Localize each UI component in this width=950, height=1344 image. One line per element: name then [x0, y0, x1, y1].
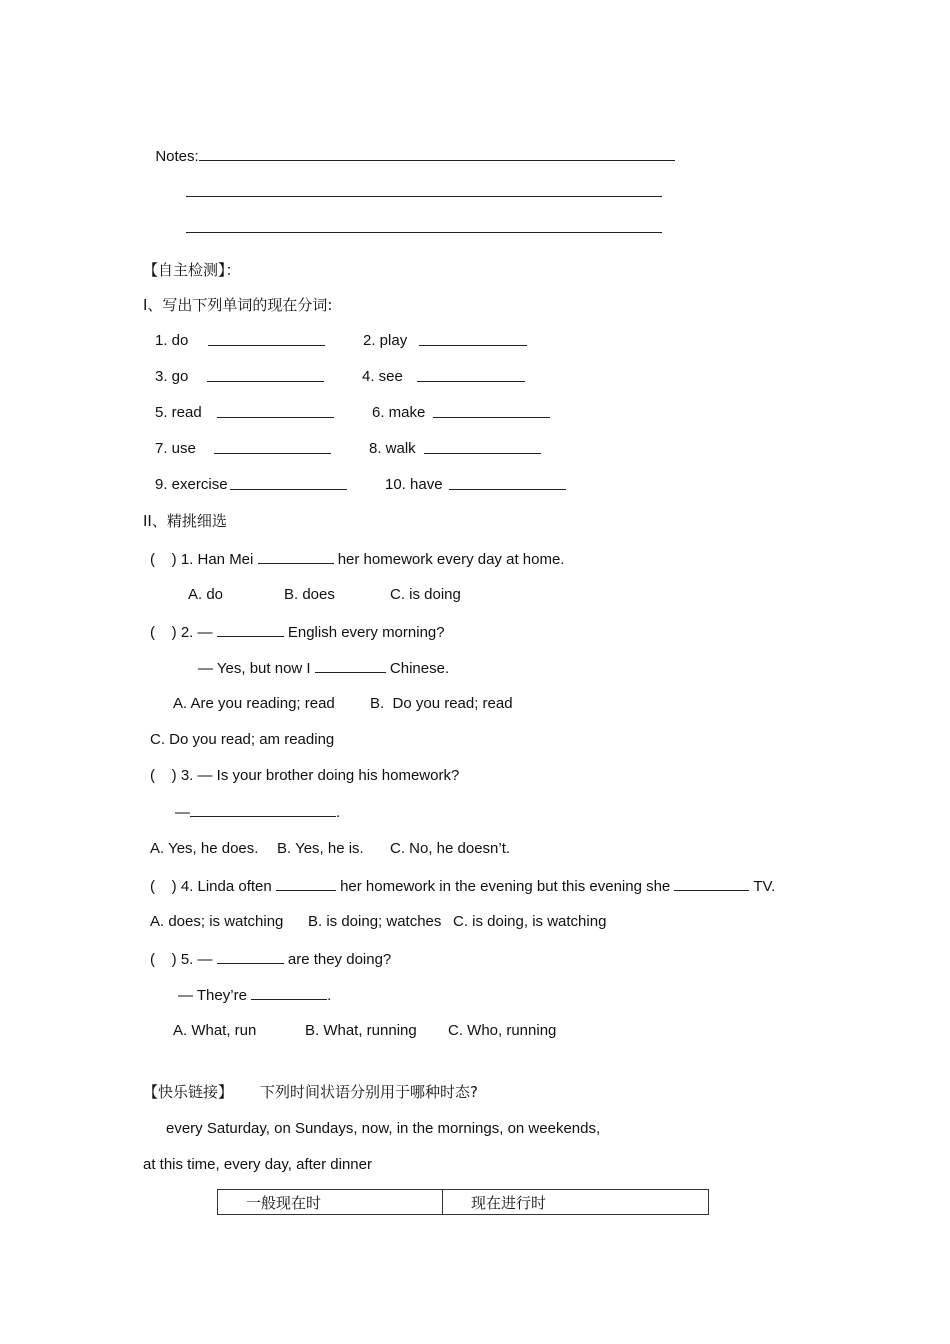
word-answer-blank[interactable]: [214, 439, 331, 454]
notes-line-3: [178, 198, 662, 239]
word-answer-blank[interactable]: [208, 331, 325, 346]
q1-option-a[interactable]: A. do: [188, 586, 224, 603]
notes-blank-3[interactable]: [186, 218, 662, 233]
q4-option-c[interactable]: C. is doing, is watching: [453, 913, 607, 930]
q5-option-a[interactable]: A. What, run: [173, 1022, 257, 1039]
q4-blank-1[interactable]: [276, 876, 336, 891]
notes-blank-2[interactable]: [186, 182, 662, 197]
word-item: 10. have: [385, 476, 443, 493]
word-item: 5. read: [155, 404, 202, 421]
q4-option-a[interactable]: A. does; is watching: [150, 913, 284, 930]
notes-label: Notes:: [155, 148, 199, 165]
word-item: 2. play: [363, 332, 408, 349]
word-answer-blank[interactable]: [417, 367, 525, 382]
happy-link-question: 下列时间状语分别用于哪种时态?: [260, 1083, 478, 1101]
q2-option-a[interactable]: A. Are you reading; read: [173, 695, 335, 712]
part2-title: II、精挑细选: [143, 512, 227, 530]
q1-option-b[interactable]: B. does: [284, 586, 335, 603]
q2-option-b[interactable]: B. Do you read; read: [370, 695, 513, 712]
word-answer-blank[interactable]: [217, 403, 334, 418]
word-answer-blank[interactable]: [230, 475, 347, 490]
word-answer-blank[interactable]: [424, 439, 541, 454]
question-3: ( ) 3. — Is your brother doing his homework?: [150, 767, 460, 784]
q5-reply: — They’re .: [178, 987, 332, 1004]
q1-blank[interactable]: [258, 549, 334, 564]
self-check-heading: 【自主检测】：: [143, 261, 241, 279]
tense-table: [217, 1189, 709, 1215]
present-simple-header: 一般现在时: [218, 1190, 443, 1215]
notes-line-1: [147, 126, 675, 167]
q4-option-b[interactable]: B. is doing; watches: [308, 913, 442, 930]
notes-line-2: [178, 162, 662, 203]
q2-reply: — Yes, but now I Chinese.: [198, 660, 450, 677]
q3-option-b[interactable]: B. Yes, he is.: [277, 840, 364, 857]
q3-blank[interactable]: [190, 802, 336, 817]
question-4: ( ) 4. Linda often her homework in the evening but this evening she TV.: [150, 878, 776, 895]
q3-option-a[interactable]: A. Yes, he does.: [150, 840, 259, 857]
word-answer-blank[interactable]: [207, 367, 324, 382]
q5-option-c[interactable]: C. Who, running: [448, 1022, 557, 1039]
time-phrases-line-1: every Saturday, on Sundays, now, in the mornings, on weekends,: [166, 1120, 601, 1137]
q3-option-c[interactable]: C. No, he doesn’t.: [390, 840, 511, 857]
question-5: ( ) 5. — are they doing?: [150, 951, 392, 968]
q5-option-b[interactable]: B. What, running: [305, 1022, 417, 1039]
word-item: 1. do: [155, 332, 189, 349]
word-item: 3. go: [155, 368, 189, 385]
q5-blank-1[interactable]: [217, 949, 284, 964]
word-answer-blank[interactable]: [449, 475, 566, 490]
question-1: ( ) 1. Han Mei her homework every day at home.: [150, 551, 565, 568]
part1-title: I、写出下列单词的现在分词:: [143, 296, 333, 314]
q1-option-c[interactable]: C. is doing: [390, 586, 461, 603]
q2-blank-1[interactable]: [217, 622, 284, 637]
q3-reply: — .: [175, 804, 341, 821]
happy-link-heading: 【快乐链接】: [143, 1083, 234, 1101]
q5-blank-2[interactable]: [251, 985, 327, 1000]
q2-blank-2[interactable]: [315, 658, 386, 673]
word-item: 4. see: [362, 368, 403, 385]
present-continuous-header: 现在进行时: [443, 1190, 709, 1215]
word-item: 7. use: [155, 440, 196, 457]
question-2: ( ) 2. — English every morning?: [150, 624, 445, 641]
word-answer-blank[interactable]: [433, 403, 550, 418]
notes-blank-1[interactable]: [199, 146, 675, 161]
q2-option-c[interactable]: C. Do you read; am reading: [150, 731, 335, 748]
q4-blank-2[interactable]: [674, 876, 749, 891]
word-item: 6. make: [372, 404, 426, 421]
word-answer-blank[interactable]: [419, 331, 527, 346]
word-item: 8. walk: [369, 440, 416, 457]
time-phrases-line-2: at this time, every day, after dinner: [143, 1156, 372, 1173]
word-item: 9. exercise: [155, 476, 228, 493]
